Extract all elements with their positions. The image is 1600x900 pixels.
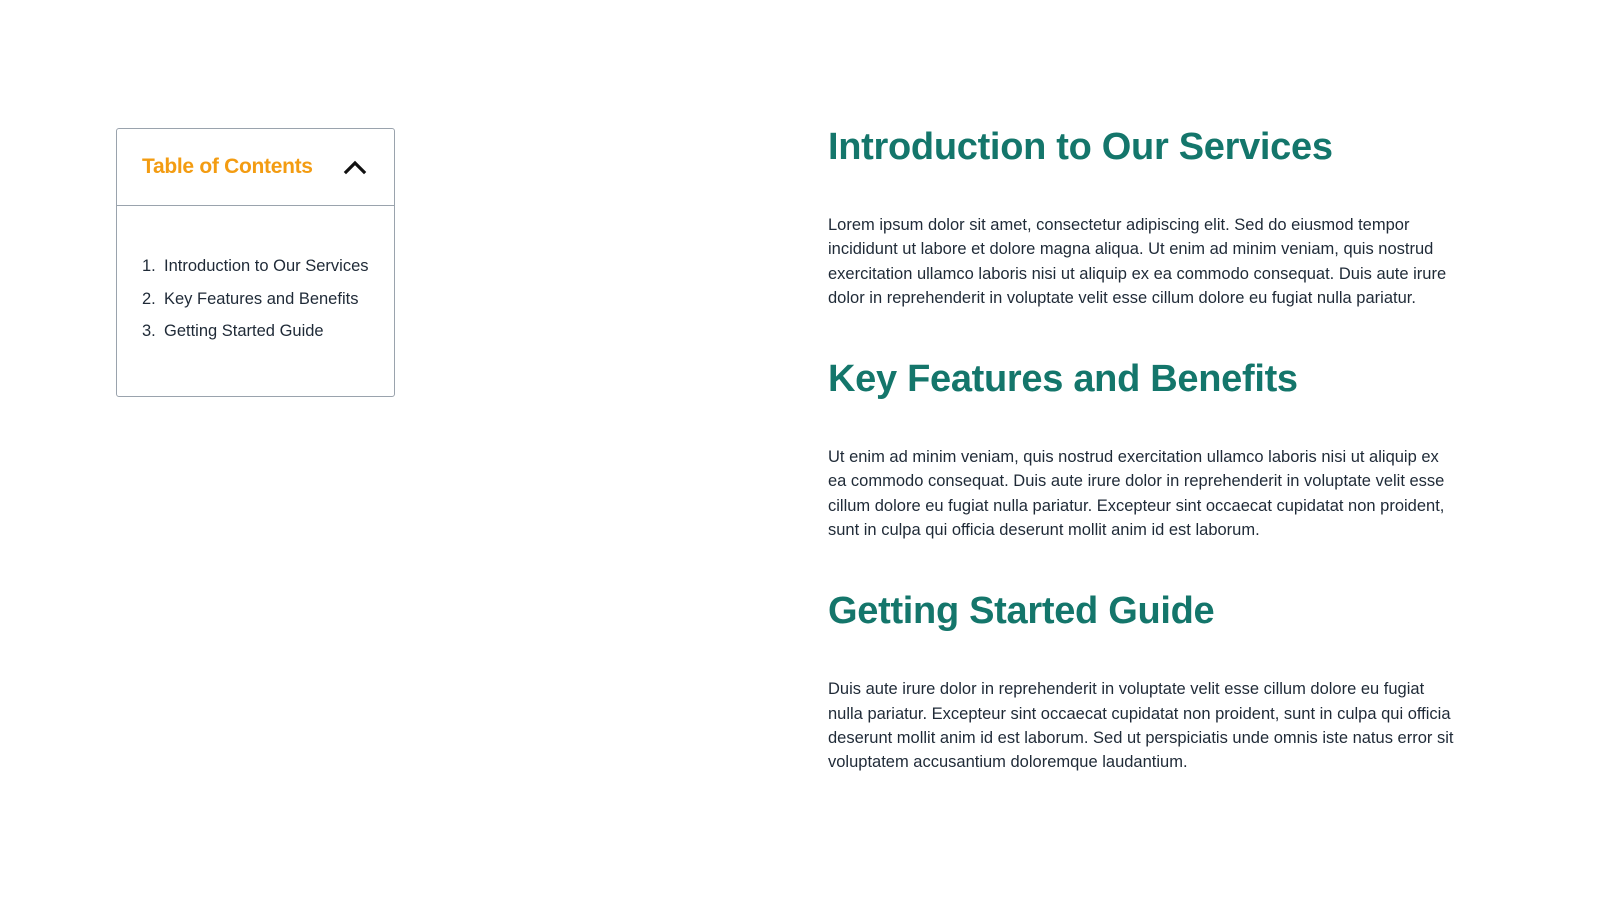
section-body: Lorem ipsum dolor sit amet, consectetur adipiscing elit. Sed do eiusmod tempor incididunt ut labore et dolore magna aliqua. Ut enim ad minim veniam, quis nostrud exercitation ullamco laboris nisi ut aliquip ex ea commodo consequat. Duis aute irure dolor in reprehenderit in voluptate velit esse cillum dolore eu fugiat nulla pariatur.: [828, 216, 1447, 307]
toc-link-key-features[interactable]: Key Features and Benefits: [164, 289, 359, 308]
toc-link-getting-started[interactable]: Getting Started Guide: [164, 322, 324, 340]
section-key-features: [828, 356, 1460, 542]
section-heading: Key Features and Benefits: [828, 358, 1298, 401]
section-getting-started: [828, 588, 1460, 774]
section-body: Duis aute irure dolor in reprehenderit in voluptate velit esse cillum dolore eu fugiat nulla pariatur. Excepteur sint occaecat cupidatat non proident, sunt in culpa qui officia deserunt mollit anim id est laborum. Sed ut perspiciatis unde omnis iste natus error sit voluptatem accusantium doloremque laudantium.: [828, 680, 1454, 772]
toc-title: Table of Contents: [142, 155, 313, 178]
toc-item-introduction[interactable]: [142, 256, 394, 276]
toc-toggle-header[interactable]: [117, 129, 394, 206]
section-introduction: [828, 124, 1460, 310]
toc-item-getting-started[interactable]: [142, 321, 394, 341]
main-content: [828, 124, 1460, 775]
toc-link-introduction[interactable]: Introduction to Our Services: [164, 257, 369, 275]
toc-item-number: 2.: [142, 289, 156, 308]
toc-item-key-features[interactable]: [142, 289, 394, 309]
section-heading: Introduction to Our Services: [828, 126, 1333, 168]
section-heading: Getting Started Guide: [828, 590, 1215, 633]
section-body: Ut enim ad minim veniam, quis nostrud exercitation ullamco laboris nisi ut aliquip ex ea commodo consequat. Duis aute irure dolor in reprehenderit in voluptate velit esse cillum dolore eu fugiat nulla pariatur. Excepteur sint occaecat cupidatat non proident, sunt in culpa qui officia deserunt mollit anim id est laborum.: [828, 448, 1445, 540]
toc-list: [117, 206, 394, 341]
toc-item-number: 3.: [142, 322, 156, 340]
table-of-contents: [116, 128, 395, 397]
toc-item-number: 1.: [142, 257, 156, 275]
chevron-up-icon[interactable]: [342, 158, 368, 176]
